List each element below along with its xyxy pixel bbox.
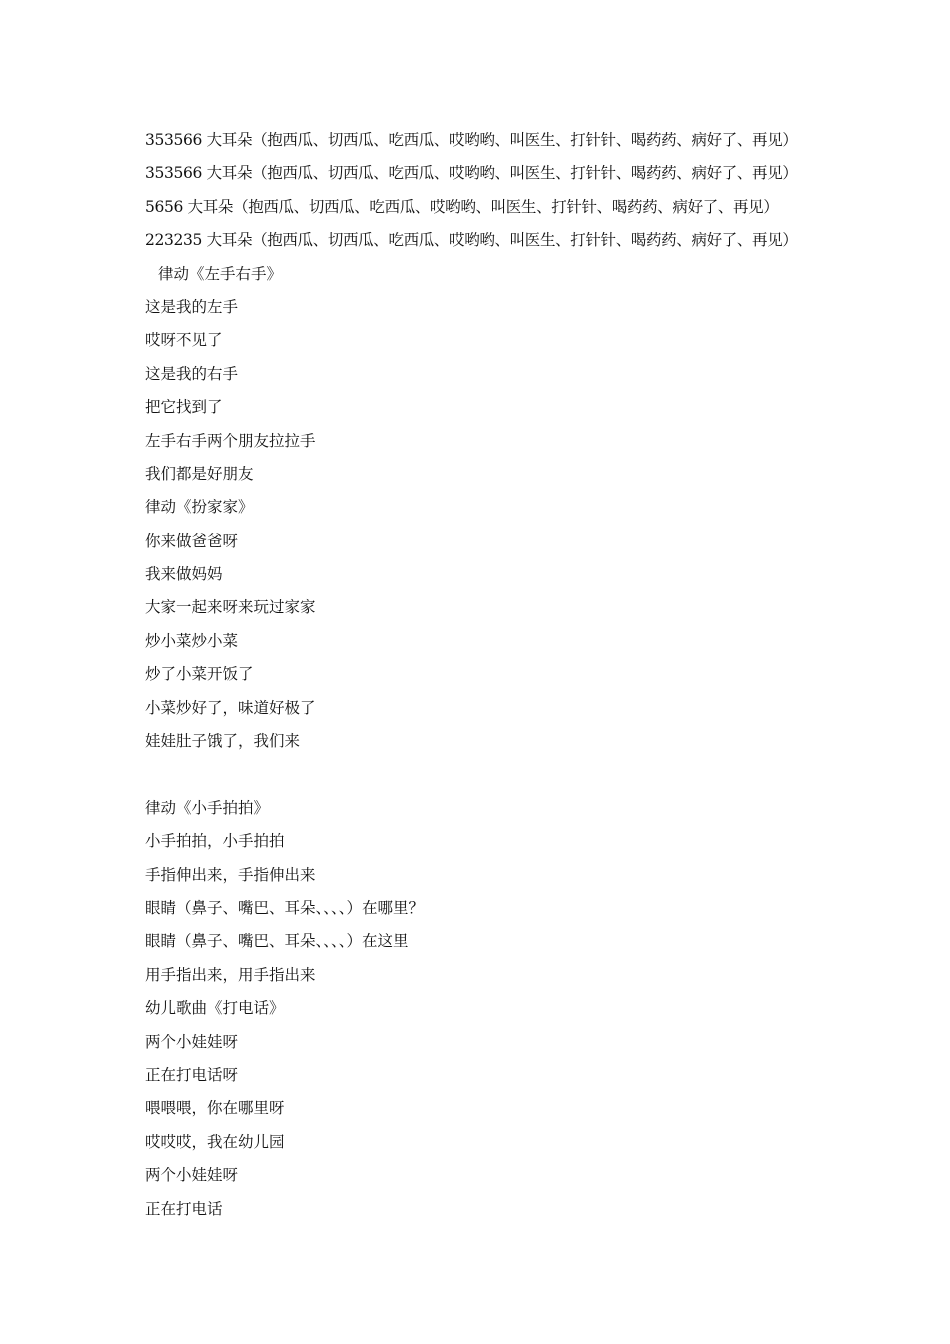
text-line: 哎呀不见了 [145,331,223,350]
text-line: 娃娃肚子饿了，我们来 [145,732,301,751]
text-line: 眼睛（鼻子、嘴巴、耳朵、、、、）在这里 [145,932,409,951]
text-line: 两个小娃娃呀 [145,1032,239,1051]
text-line: 把它找到了 [145,398,223,417]
text-line: 大家一起来呀来玩过家家 [145,598,316,617]
text-line: 哎哎哎，我在幼儿园 [145,1132,285,1151]
text-line: 左手右手两个朋友拉拉手 [145,431,316,450]
text-line: 353566 大耳朵（抱西瓜、切西瓜、吃西瓜、哎哟哟、叫医生、打针针、喝药药、病好了、再见） [145,164,798,183]
text-line: 这是我的左手 [145,297,239,316]
text-line: 用手指出来，用手指出来 [145,965,316,984]
text-line: 5656 大耳朵（抱西瓜、切西瓜、吃西瓜、哎哟哟、叫医生、打针针、喝药药、病好了、再见） [145,197,779,216]
section-heading: 幼儿歌曲《打电话》 [145,999,285,1018]
text-line: 353566 大耳朵（抱西瓜、切西瓜、吃西瓜、哎哟哟、叫医生、打针针、喝药药、病好了、再见） [145,131,798,149]
text-line: 我来做妈妈 [145,565,223,584]
text-line: 正在打电话 [145,1199,223,1218]
text-line: 这是我的右手 [145,364,239,383]
text-line: 我们都是好朋友 [145,464,254,483]
text-line: 正在打电话呀 [145,1065,239,1084]
section-heading: 律动《左手右手》 [158,264,283,283]
text-line: 手指伸出来，手指伸出来 [145,865,316,884]
text-line: 喂喂喂，你在哪里呀 [145,1099,285,1118]
text-line: 眼睛（鼻子、嘴巴、耳朵、、、、）在哪里？ [145,898,425,917]
text-line: 223235 大耳朵（抱西瓜、切西瓜、吃西瓜、哎哟哟、叫医生、打针针、喝药药、病好了、再见） [145,231,798,250]
section-heading: 律动《扮家家》 [145,498,254,517]
text-line: 两个小娃娃呀 [145,1166,239,1185]
blank-line [145,758,825,791]
text-line: 你来做爸爸呀 [145,531,239,550]
text-line: 小菜炒好了，味道好极了 [145,698,316,717]
section-heading: 律动《小手拍拍》 [145,798,270,817]
text-line: 小手拍拍，小手拍拍 [145,832,285,851]
text-line: 炒小菜炒小菜 [145,631,239,650]
document-body [145,124,825,1226]
text-line: 炒了小菜开饭了 [145,665,254,684]
